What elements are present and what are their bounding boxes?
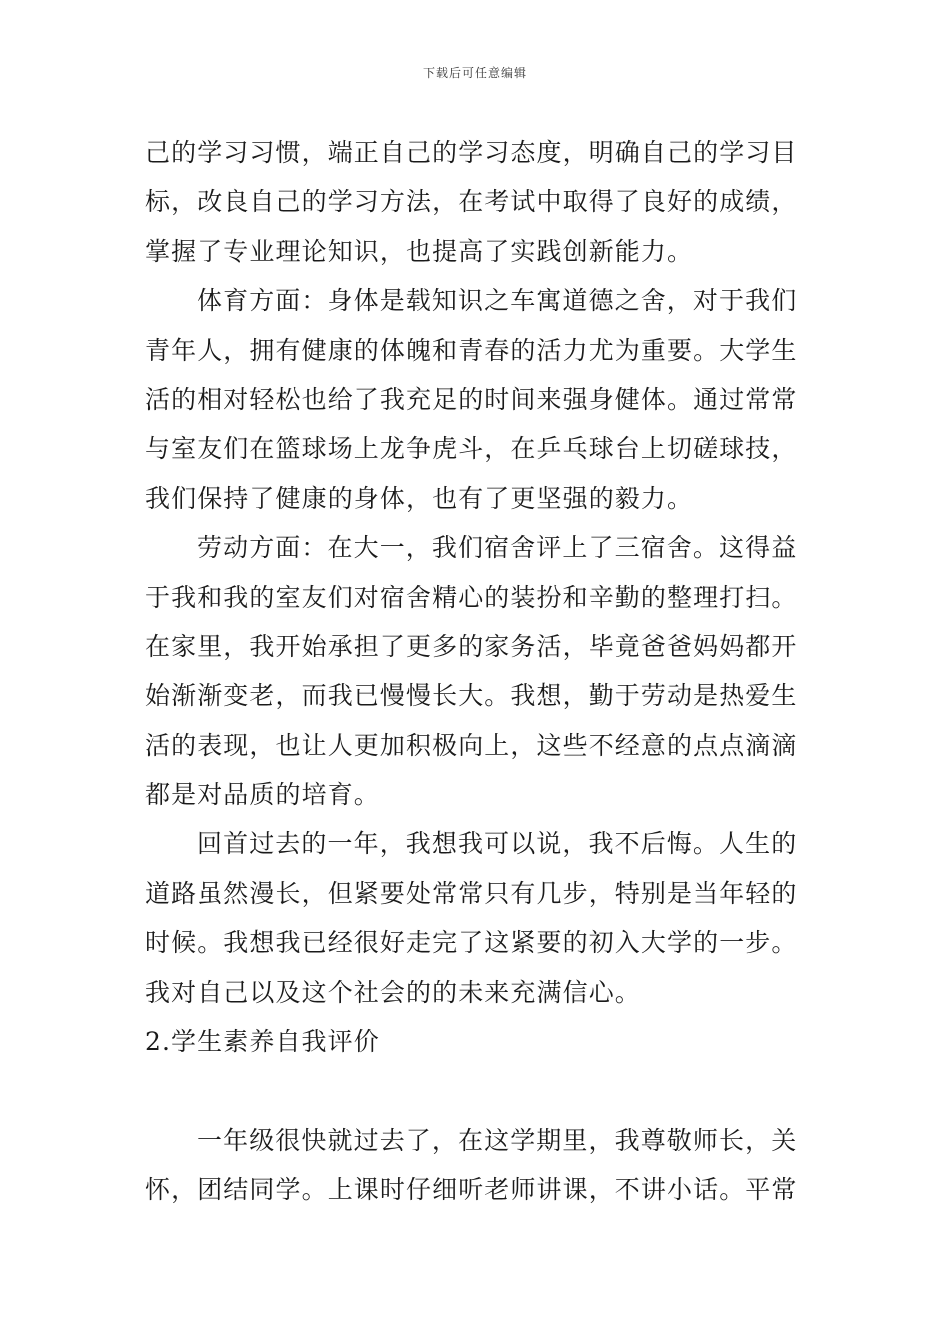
text-line: 怀，团结同学。上课时仔细听老师讲课，不讲小话。平常: [145, 1175, 798, 1205]
text-line: 活的表现，也让人更加积极向上，这些不经意的点点滴滴: [145, 730, 798, 760]
text-line: 标，改良自己的学习方法，在考试中取得了良好的成绩，: [145, 187, 798, 217]
text-line: 时候。我想我已经很好走完了这紧要的初入大学的一步。: [145, 928, 798, 958]
text-line: 道路虽然漫长，但紧要处常常只有几步，特别是当年轻的: [145, 878, 798, 908]
text-line: 我对自己以及这个社会的的未来充满信心。: [145, 977, 641, 1007]
section-heading: 2.学生素养自我评价: [145, 1027, 380, 1057]
paragraph-first-line: 一年级很快就过去了，在这学期里，我尊敬师长，关: [197, 1125, 798, 1155]
text-line: 活的相对轻松也给了我充足的时间来强身健体。通过常常: [145, 384, 798, 414]
text-line: 都是对品质的培育。: [145, 780, 380, 810]
paragraph-first-line: 体育方面：身体是载知识之车寓道德之舍，对于我们: [197, 286, 798, 316]
document-body: [145, 128, 810, 1215]
text-line: 掌握了专业理论知识，也提高了实践创新能力。: [145, 236, 694, 266]
page-header: 下载后可任意编辑: [422, 66, 527, 80]
paragraph-first-line: 劳动方面：在大一，我们宿舍评上了三宿舍。这得益: [197, 533, 798, 563]
text-line: 于我和我的室友们对宿舍精心的装扮和辛勤的整理打扫。: [145, 582, 798, 612]
text-line: 与室友们在篮球场上龙争虎斗，在乒乓球台上切磋球技，: [145, 434, 798, 464]
paragraph-first-line: 回首过去的一年，我想我可以说，我不后悔。人生的: [197, 829, 798, 859]
blank-line: [145, 1066, 810, 1115]
text-line: 我们保持了健康的身体，也有了更坚强的毅力。: [145, 483, 694, 513]
text-line: 在家里，我开始承担了更多的家务活，毕竟爸爸妈妈都开: [145, 631, 798, 661]
text-line: 己的学习习惯，端正自己的学习态度，明确自己的学习目: [145, 138, 798, 167]
text-line: 青年人，拥有健康的体魄和青春的活力尤为重要。大学生: [145, 335, 798, 365]
text-line: 始渐渐变老，而我已慢慢长大。我想，勤于劳动是热爱生: [145, 681, 798, 711]
